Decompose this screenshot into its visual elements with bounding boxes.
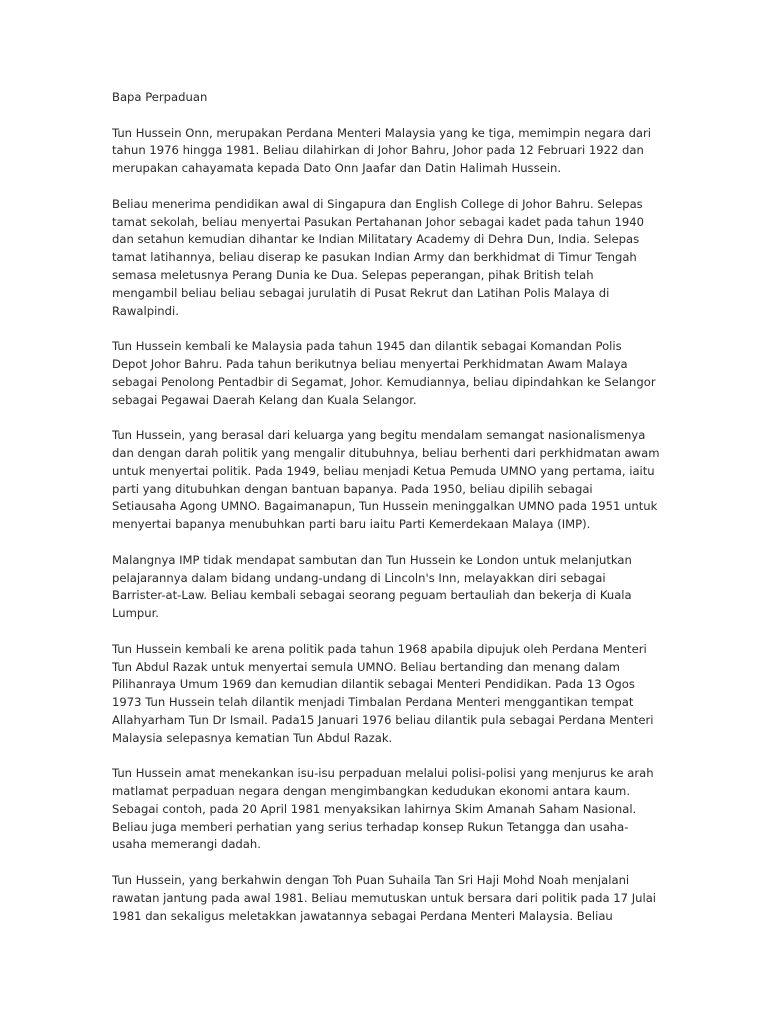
document-title: Bapa Perpaduan (112, 90, 208, 104)
paragraph-5: Malangnya IMP tidak mendapat sambutan dan Tun Hussein ke London untuk melanjutkan pelajarannya dalam bidang undang-undang di Lincoln's Inn, melayakkan diri sebagai Barrister-at-Law. Beliau kembali sebagai seorang peguam bertauliah dan bekerja di Kuala Lumpur. (112, 552, 632, 621)
document-body (112, 89, 660, 943)
paragraph-6: Tun Hussein kembali ke arena politik pada tahun 1968 apabila dipujuk oleh Perdana Menteri Tun Abdul Razak untuk menyertai semula UMNO. Beliau bertanding dan menang dalam Pilihanraya Umum 1969 dan kemudian dilantik sebagai Menteri Pendidikan. Pada 13 Ogos 1973 Tun Hussein telah dilantik menjadi Timbalan Perdana Menteri menggantikan tempat Allahyarham Tun Dr Ismail. Pada15 Januari 1976 beliau dilantik pula sebagai Perdana Menteri Malaysia selepasnya kematian Tun Abdul Razak. (112, 641, 654, 745)
paragraph-1: Tun Hussein Onn, merupakan Perdana Menteri Malaysia yang ke tiga, memimpin negara dari tahun 1976 hingga 1981. Beliau dilahirkan di Johor Bahru, Johor pada 12 Februari 1922 dan merupakan cahayamata kepada Dato Onn Jaafar dan Datin Halimah Hussein. (112, 125, 652, 176)
paragraph-2: Beliau menerima pendidikan awal di Singapura dan English College di Johor Bahru. Selepas tamat sekolah, beliau menyertai Pasukan Pertahanan Johor sebagai kadet pada tahun 1940 dan setahun kemudian dihantar ke Indian Militatary Academy di Dehra Dun, India. Selepas tamat latihannya, beliau diserap ke pasukan Indian Army dan berkhidmat di Timur Tengah semasa meletusnya Perang Dunia ke Dua. Selepas peperangan, pihak British telah mengambil beliau beliau sebagai jurulatih di Pusat Rekrut dan Latihan Polis Malaya di Rawalpindi. (112, 196, 644, 318)
paragraph-4: Tun Hussein, yang berasal dari keluarga yang begitu mendalam semangat nasionalismenya dan dengan darah politik yang mengalir ditubuhnya, beliau berhenti dari perkhidmatan awam untuk menyertai politik. Pada 1949, beliau menjadi Ketua Pemuda UMNO yang pertama, iaitu parti yang ditubuhkan dengan bantuan bapanya. Pada 1950, beliau dipilih sebagai Setiausaha Agong UMNO. Bagaimanapun, Tun Hussein meninggalkan UMNO pada 1951 untuk menyertai bapanya menubuhkan parti baru iaitu Parti Kemerdekaan Malaya (IMP). (112, 428, 660, 532)
paragraph-8: Tun Hussein, yang berkahwin dengan Toh Puan Suhaila Tan Sri Haji Mohd Noah menjalani rawatan jantung pada awal 1981. Beliau memutuskan untuk bersara dari politik pada 17 Julai 1981 dan sekaligus meletakkan jawatannya sebagai Perdana Menteri Malaysia. Beliau (112, 873, 657, 923)
paragraph-3: Tun Hussein kembali ke Malaysia pada tahun 1945 dan dilantik sebagai Komandan Polis Depot Johor Bahru. Pada tahun berikutnya beliau menyertai Perkhidmatan Awam Malaya sebagai Penolong Pentadbir di Segamat, Johor. Kemudiannya, beliau dipindahkan ke Selangor sebagai Pegawai Daerah Kelang dan Kuala Selangor. (112, 339, 656, 407)
paragraph-7: Tun Hussein amat menekankan isu-isu perpaduan melalui polisi-polisi yang menjurus ke arah matlamat perpaduan negara dengan mengimbangkan kedudukan ekonomi antara kaum. Sebagai contoh, pada 20 April 1981 menyaksikan lahirnya Skim Amanah Saham Nasional. Beliau juga memberi perhatian yang serius terhadap konsep Rukun Tetangga dan usaha-usaha memerangi dadah. (112, 766, 654, 852)
